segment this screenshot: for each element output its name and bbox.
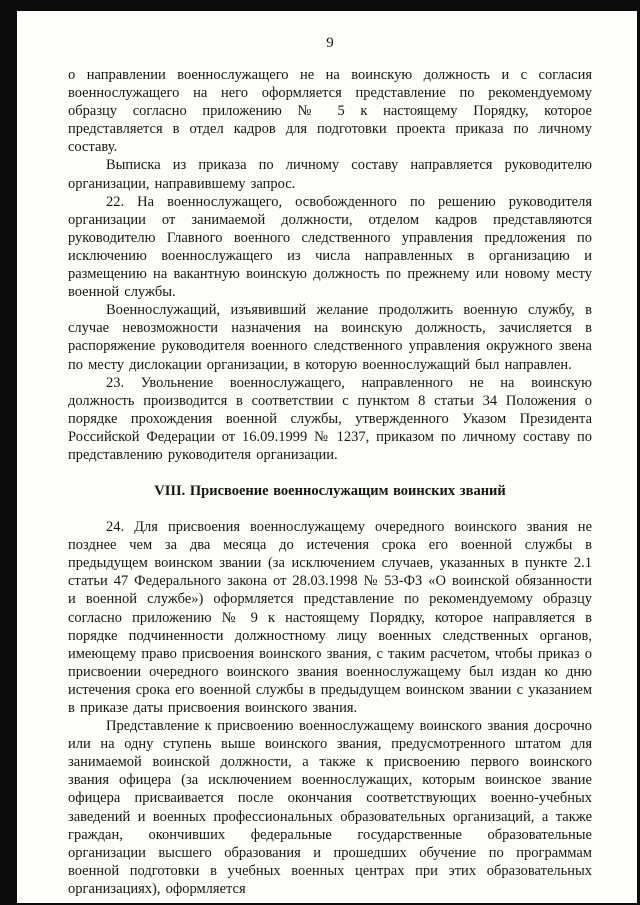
scan-border-left: [0, 0, 17, 905]
page-number: 9: [326, 35, 334, 51]
paragraph: Представление к присвоению военнослужащему воинского звания досрочно или на одну ступень выше воинского звания, предусмотренного штатом для занимаемой воинской должности, а также к присвоению первого воинского звания офицера (за исключением военнослужащих, которым воинское звание офицера присваивается после окончания соответствующих военно-учебных заведений и военных профессиональных образовательных организаций, а также граждан, окончивших федеральные государственные образовательные организации высшего образования и прошедших обучение по программам военной подготовки в учебных военных центрах при этих образовательных организациях), оформляется: [68, 718, 592, 897]
paragraph-item-24: 24. Для присвоения военнослужащему очередного воинского звания не позднее чем за два месяца до истечения срока его военной службы в предыдущем воинском звании (за исключением случаев, указанных в пункте 2.1 статьи 47 Федерального закона от 28.03.1998 № 53-ФЗ «О воинской обязанности и военной службе») оформляется представление по рекомендуемому образцу согласно приложению № 9 к настоящему Порядку, которое направляется в порядке подчиненности должностному лицу военных следственных органов, имеющему право присвоения воинского звания, с таким расчетом, чтобы приказ о присвоении очередного воинского звания военнослужащему был издан ко дню истечения срока его военной службы в предыдущем воинском звании с указанием в приказе даты присвоения воинского звания.: [68, 519, 592, 716]
paragraph: Выписка из приказа по личному составу направляется руководителю организации, направившему запрос.: [68, 157, 592, 192]
paragraph-continuation: о направлении военнослужащего не на воинскую должность и с согласия военнослужащего на него оформляется представление по рекомендуемому образцу согласно приложению № 5 к настоящему Порядку, которое представляется в отдел кадров для подготовки проекта приказа по личному составу.: [68, 67, 592, 156]
paragraph-item-22: 22. На военнослужащего, освобожденного по решению руководителя организации от занимаемой должности, отделом кадров представляются руководителю Главного военного следственного управления предложения по исключению военнослужащего из числа направленных в организацию и размещению на вакантную воинскую должность по прежнему или новому месту военной службы.: [68, 193, 592, 301]
page-content: [68, 34, 592, 898]
section-heading: VIII. Присвоение военнослужащим воинских званий: [154, 483, 506, 500]
paragraph-item-23: 23. Увольнение военнослужащего, направленного не на воинскую должность производится в соответствии с пунктом 8 статьи 34 Положения о порядке прохождения военной службы, утвержденного Указом Президента Российской Федерации от 16.09.1999 № 1237, приказом по личному составу по представлению руководителя организации.: [68, 374, 592, 463]
scan-border-top: [0, 0, 640, 11]
paragraph: Военнослужащий, изъявивший желание продолжить военную службу, в случае невозможности назначения на воинскую должность, зачисляется в распоряжение руководителя военного следственного управления окружного звена по месту дислокации организации, в которую военнослужащий был направлен.: [68, 302, 592, 373]
